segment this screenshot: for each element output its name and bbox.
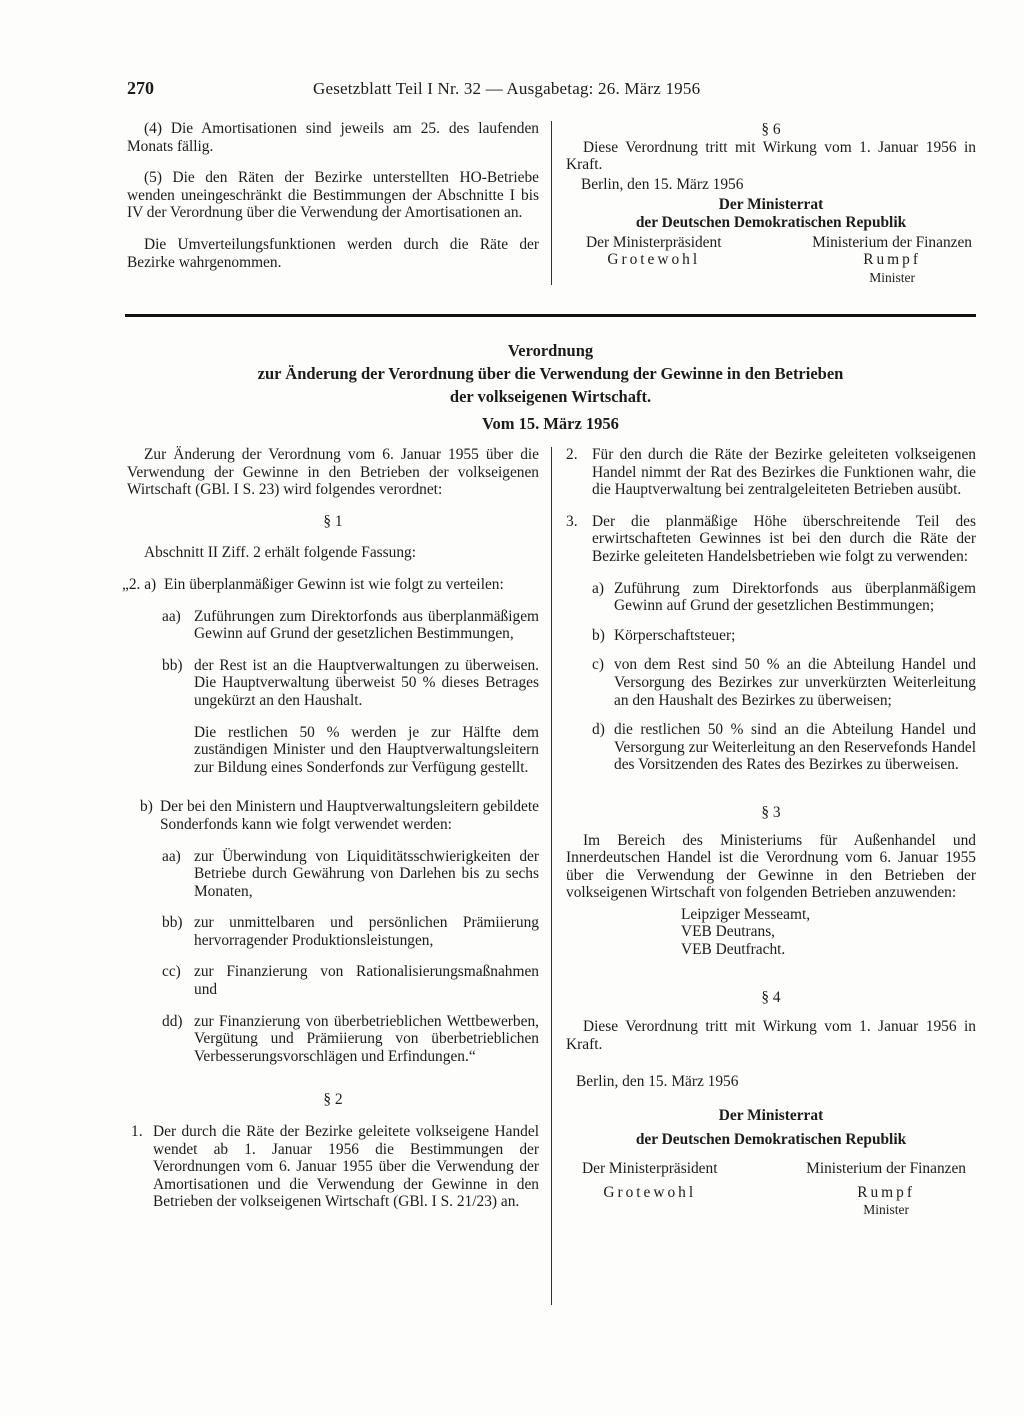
s2-item-3d xyxy=(592,721,976,774)
s3-enterprise-3: VEB Deutfracht. xyxy=(681,941,786,959)
prev-right-column xyxy=(566,121,976,286)
s1-item-bb-continuation: Die restlichen 50 % werden je zur Hälfte dem zuständigen Minister und den Hauptverwaltungsleitern zur Bildung eines Sonderfonds zur Verfügung gestellt. xyxy=(194,723,539,776)
top-column-divider xyxy=(551,121,552,285)
decree-sig-left-name: Grotewohl xyxy=(603,1183,697,1201)
s2-item-3-label: 3. xyxy=(566,512,578,530)
s2-heading: § 2 xyxy=(323,1091,343,1109)
s2-item-3c-label: c) xyxy=(592,656,604,674)
decree-subtitle-line-1: zur Änderung der Verordnung über die Verwendung der Gewinne in den Betrieben xyxy=(257,364,844,383)
s1-b-item-cc-label: cc) xyxy=(162,963,181,981)
prev-sig-left-title: Der Ministerpräsident xyxy=(586,233,722,251)
s2-item-3b-text: Körperschaftsteuer; xyxy=(614,626,736,644)
page-number: 270 xyxy=(127,78,154,98)
s2-item-3 xyxy=(566,513,976,566)
main-column-divider xyxy=(551,447,552,1305)
prev-sig-right-name: Rumpf xyxy=(863,251,921,269)
s1-b-item-bb xyxy=(127,914,539,949)
decree-sig-right-title: Ministerium der Finanzen xyxy=(806,1160,966,1178)
s2-item-3a-label: a) xyxy=(592,579,604,597)
decree-council-line-2: der Deutschen Demokratischen Republik xyxy=(635,1130,907,1148)
s1-b-item-aa xyxy=(127,848,539,901)
s2-item-3b xyxy=(592,627,976,645)
decree-place-date: Berlin, den 15. März 1956 xyxy=(576,1073,739,1091)
prev-para-5: (5) Die den Räten der Bezirke unterstellten HO-Betriebe wenden uneingeschränkt die Bestimmungen der Abschnitte I bis IV der Verordnung über die Verwendung der Amortisationen an. xyxy=(127,169,539,222)
s2-item-3-text: Der die planmäßige Höhe überschreitende Teil des erwirtschafteten Gewinnes ist bei den durch die Räte der Bezirke geleiteten Handelsbetrieben wie folgt zu verwenden: xyxy=(592,512,976,565)
s2-item-1-text: Der durch die Räte der Bezirke geleitete volkseigene Handel wendet ab 1. Januar 1956 die Bestimmungen der Verordnungen vom 6. Januar 1955 über die Verwendung der Amortisationen und die Verwendung der Gewinne in den Betrieben der volkseigenen Wirtschaft (GBl. I S. 21/23) an. xyxy=(153,1123,539,1211)
prev-sig-right-role: Minister xyxy=(869,269,915,285)
prev-council-line-1: Der Ministerrat xyxy=(718,196,824,214)
prev-signature-block xyxy=(566,234,976,287)
prev-council-line-2: der Deutschen Demokratischen Republik xyxy=(635,213,907,231)
prev-sig-left-name: Grotewohl xyxy=(607,251,701,269)
s1-item-2a-label: „2. a) xyxy=(122,575,157,593)
s4-text: Diese Verordnung tritt mit Wirkung vom 1. Januar 1956 in Kraft. xyxy=(566,1018,976,1053)
s1-item-b-text: Der bei den Ministern und Hauptverwaltungsleitern gebildete Sonderfonds kann wie folgt verwendet werden: xyxy=(160,798,539,833)
decree-signature-block xyxy=(566,1160,976,1219)
s3-enterprise-2: VEB Deutrans, xyxy=(681,923,776,941)
prev-para-4: (4) Die Amortisationen sind jeweils am 25. des laufenden Monats fällig. xyxy=(127,120,539,155)
decree-signature-left xyxy=(582,1160,718,1219)
s1-item-2a xyxy=(122,575,539,594)
s1-item-bb-text: der Rest ist an die Hauptverwaltungen zu überweisen. Die Hauptverwaltung überweist 50 % dieses Betrages ungekürzt an den Haushalt. xyxy=(194,656,539,709)
s1-item-b-label: b) xyxy=(140,798,153,816)
s1-b-item-aa-text: zur Überwindung von Liquiditätsschwierigkeiten der Betriebe durch Gewährung von Darlehen bis zu sechs Monaten, xyxy=(194,847,539,900)
s1-item-b xyxy=(127,798,539,833)
s2-item-3c-text: von dem Rest sind 50 % an die Abteilung Handel und Versorgung des Bezirkes zur unverkürzten Weiterleitung an den Haushalt des Bezirkes zu überweisen; xyxy=(614,656,976,709)
s2-item-3-subitems xyxy=(566,580,976,774)
s3-enterprise-1: Leipziger Messeamt, xyxy=(681,905,811,923)
s1-b-item-aa-label: aa) xyxy=(162,847,181,865)
s1-b-item-cc xyxy=(127,963,539,998)
decree-subtitle-line-2: der volkseigenen Wirtschaft. xyxy=(449,387,652,406)
s1-b-item-dd xyxy=(127,1013,539,1066)
s1-item-aa-text: Zuführungen zum Direktorfonds aus überplanmäßigem Gewinn auf Grund der gesetzlichen Bestimmungen, xyxy=(194,607,539,643)
s2-item-3b-label: b) xyxy=(592,626,605,644)
s1-intro: Abschnitt II Ziff. 2 erhält folgende Fassung: xyxy=(144,544,416,562)
prev-s6-text: Diese Verordnung tritt mit Wirkung vom 1. Januar 1956 in Kraft. xyxy=(566,138,976,174)
s2-item-3d-label: d) xyxy=(592,721,605,739)
s3-enterprise-list xyxy=(566,906,976,959)
s4-heading: § 4 xyxy=(761,988,781,1006)
s2-item-3c xyxy=(592,656,976,709)
decree-date: Vom 15. März 1956 xyxy=(482,414,619,433)
s1-b-item-bb-label: bb) xyxy=(162,914,183,932)
s1-item-bb xyxy=(127,657,539,710)
decree-sig-right-role: Minister xyxy=(863,1202,909,1218)
prev-signature-left xyxy=(586,234,722,287)
s1-item-aa-label: aa) xyxy=(162,607,181,625)
decree-right-column xyxy=(566,446,976,1219)
decree-left-column xyxy=(122,446,539,1225)
prev-sig-right-title: Ministerium der Finanzen xyxy=(812,233,972,251)
prev-para-6: Die Umverteilungsfunktionen werden durch die Räte der Bezirke wahrgenommen. xyxy=(127,235,539,271)
prev-place-date: Berlin, den 15. März 1956 xyxy=(581,175,744,193)
decree-signature-right xyxy=(806,1160,966,1219)
s1-b-item-dd-label: dd) xyxy=(162,1012,183,1030)
s1-b-item-cc-text: zur Finanzierung von Rationalisierungsmaßnahmen und xyxy=(194,963,539,999)
s2-item-1 xyxy=(127,1123,539,1211)
s1-heading: § 1 xyxy=(323,512,343,530)
s2-item-2 xyxy=(566,446,976,499)
s3-heading: § 3 xyxy=(761,803,781,821)
section-separator-rule xyxy=(125,314,976,317)
s2-item-2-label: 2. xyxy=(566,446,578,463)
decree-council-line-1: Der Ministerrat xyxy=(718,1107,824,1125)
s2-item-3a-text: Zuführung zum Direktorfonds aus überplanmäßigem Gewinn auf Grund der gesetzlichen Bestimmungen; xyxy=(614,579,976,615)
s2-item-3a xyxy=(592,580,976,615)
s1-b-item-bb-text: zur unmittelbaren und persönlichen Prämiierung hervorragender Produktionsleistungen, xyxy=(194,914,539,949)
s1-item-2a-text: Ein überplanmäßiger Gewinn ist wie folgt zu verteilen: xyxy=(164,575,504,593)
prev-signature-right xyxy=(812,234,972,287)
s1-item-aa xyxy=(127,608,539,643)
s2-item-3d-text: die restlichen 50 % sind an die Abteilung Handel und Versorgung zur Weiterleitung an den Reservefonds Handel des Vorsitzenden des Rates des Bezirkes zu überweisen. xyxy=(614,721,976,774)
s2-item-2-text: Für den durch die Räte der Bezirke geleiteten volkseigenen Handel nimmt der Rat des Bezirkes die Funktionen wahr, die die Hauptverwaltung bei zentralgeleiteten Betrieben ausübt. xyxy=(592,446,976,499)
decree-preamble: Zur Änderung der Verordnung vom 6. Januar 1955 über die Verwendung der Gewinne in den Betrieben der volkseigenen Wirtschaft (GBl. I S. 23) wird folgendes verordnet: xyxy=(127,446,539,499)
decree-sig-left-title: Der Ministerpräsident xyxy=(582,1160,718,1178)
s2-item-1-label: 1. xyxy=(131,1123,143,1141)
s1-item-bb-label: bb) xyxy=(162,656,183,674)
running-head: Gesetzblatt Teil I Nr. 32 — Ausgabetag: 26. März 1956 xyxy=(313,79,701,98)
decree-title: Verordnung xyxy=(507,341,594,360)
s1-b-item-dd-text: zur Finanzierung von überbetrieblichen Wettbewerben, Vergütung und Prämiierung von überbetrieblichen Verbesserungsvorschlägen und Erfindungen.“ xyxy=(194,1012,539,1065)
prev-s6-heading: § 6 xyxy=(761,121,781,138)
prev-left-column xyxy=(127,120,539,285)
s3-text: Im Bereich des Ministeriums für Außenhandel und Innerdeutschen Handel ist die Verordnung vom 6. Januar 1955 über die Verwendung der Gewinne in den Betrieben der volkseigenen Wirtschaft von folgenden Betrieben anzuwenden: xyxy=(566,831,976,902)
decree-sig-right-name: Rumpf xyxy=(857,1183,915,1201)
